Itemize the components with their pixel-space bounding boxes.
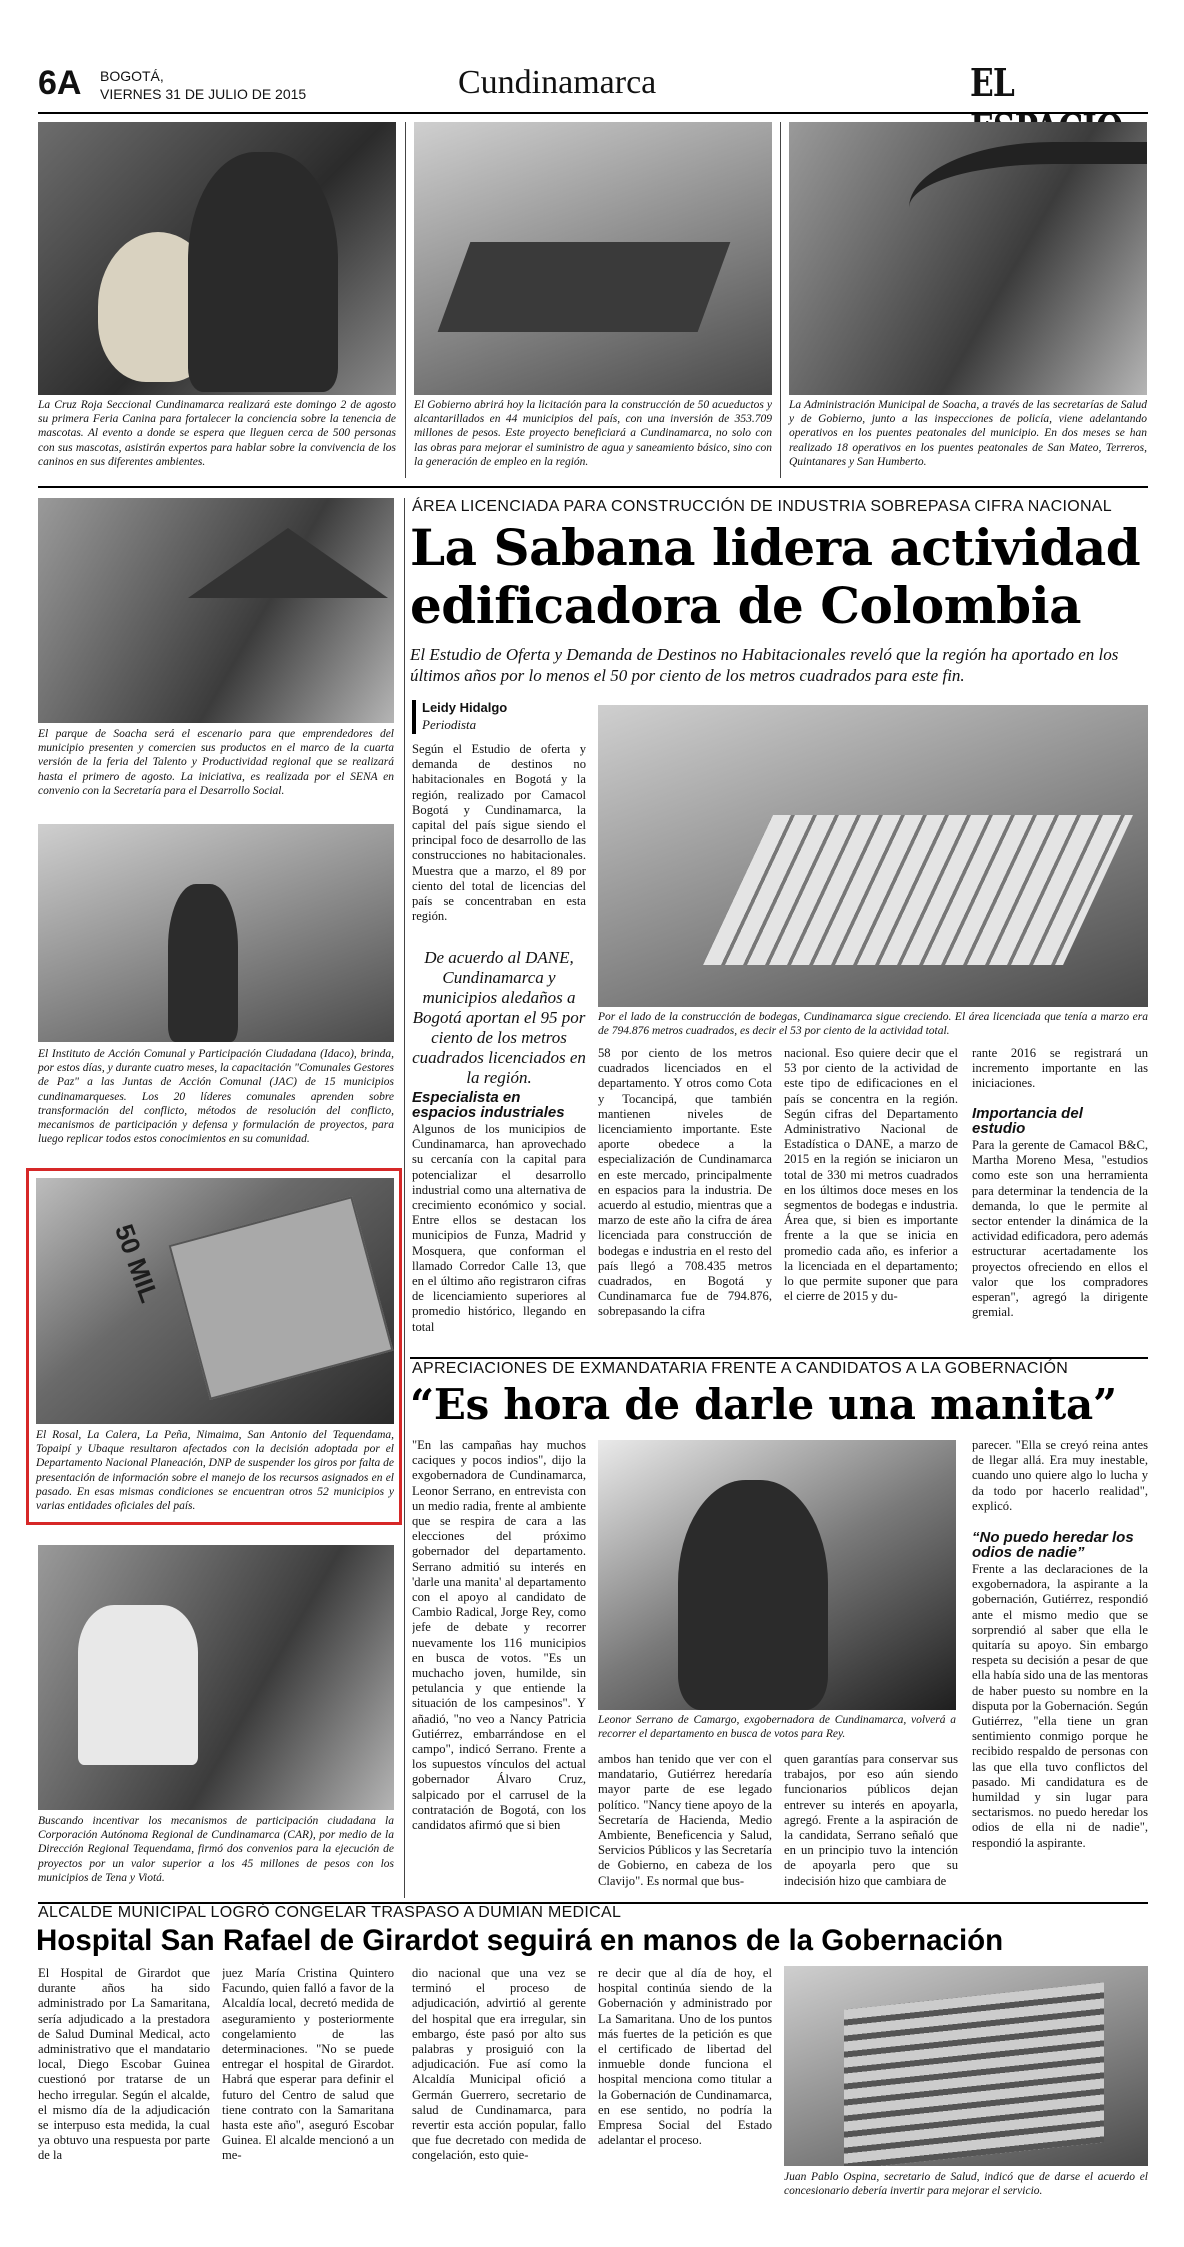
- article1-subhead1: Especialista en espacios industriales: [412, 1089, 565, 1121]
- caption-soacha-fair: El parque de Soacha será el escenario para que emprendedores del municipio presenten y comercien sus productos en el marco de la cuarta versión de la feria del Talento y Productividad regional que se realizará hasta el primero de agosto. La iniciativa, es realizada por el SENA en convenio con la Secretaría para el Desarrollo Social.: [38, 728, 394, 797]
- article2-col2: ambos han tenido que ver con el mandatario, Gutiérrez heredaría mayor parte de ese legado político. "Nancy tiene apoyo de la Secretaría de Hacienda, Medio Ambiente, Beneficencia y Salud, Servicios Públicos y las Secretaría de Gobierno, en cabeza de los Clavijo". Es normal que bus-: [598, 1752, 772, 1888]
- bridge-shape-icon: [909, 142, 1147, 252]
- caption-car: Buscando incentivar los mecanismos de participación ciudadana la Corporación Autónoma Regional de Cundinamarca (CAR), por medio de la Dirección Regional Tequendama, firmó dos convenios para la ejecución de proyectos por un valor superior a los 45 millones de pesos con los municipios de Tena y Viotá.: [38, 1815, 394, 1884]
- warehouse-roofs-icon: [703, 815, 1133, 965]
- woman-shape-icon: [168, 884, 238, 1042]
- article1-bottom-rule: [410, 1357, 1148, 1359]
- money-label: 50 MIL: [108, 1220, 165, 1307]
- banknote-shape-icon: [169, 1196, 394, 1400]
- article3-col4: re decir que al día de hoy, el hospital continúa siendo de la Gobernación y administrado por La Samaritana. Uno de los puntos más fuertes de la petición es que el certificado de libertad del inmueble donde funciona el hospital menciona como titular a la Gobernación de Cundinamarca, en ese sentido, no podría la Empresa Social del Estado adelantar el proceso.: [598, 1966, 772, 2148]
- caption-idaco: El Instituto de Acción Comunal y Participación Ciudadana (Idaco), brinda, por estos días, y durante cuatro meses, la capacitación "Comunales Gestores de Paz" a las Juntas de Acción Comunal (JAC) de 15 municipios cundinamarqueses. Los 20 líderes comunales aprenden sobre transformación del conflicto, métodos de resolución del conflicto, mecanismos de participación y defensa y formulación de proyectos, para luego replicar todos estos conocimientos en su comunidad.: [38, 1048, 394, 1146]
- photo-leonor-serrano: [598, 1440, 956, 1710]
- portrait-shape-icon: [678, 1480, 828, 1710]
- article2-col4b: Frente a las declaraciones de la exgobernadora, la aspirante a la gobernación, Gutiérrez, respondió ante el mismo medio que se sorprendió al saber que ella le quitaría su apoyo. Sin embargo respeta su decisión a pesar de que ella había sido una de las mentoras de haber puesto su nombre en la disputa por la Gobernación. Según Gutiérrez, "ella tiene un gran sentimiento conmigo porque he recibido respaldo de personas con las que ella tuvo conflictos del pasado. Mi candidatura es de humildad y sin lugar para sectarismos. no puedo heredar los odios de ella ni de nadie", respondió la aspirante.: [972, 1562, 1148, 1850]
- section-title: Cundinamarca: [458, 64, 657, 101]
- caption-dnp-suspension: El Rosal, La Calera, La Peña, Nimaima, San Antonio del Tequendama, Topaipí y Ubaque resultaron afectados con la decisión adoptada por el Departamento Nacional Planeación, DNP de suspender los giros por falta de presentación de información sobre el manejo de los recursos asignados en el pasado. En esas mismas condiciones se encuentran otros 52 municipios y varias entidades oficiales del país.: [36, 1429, 394, 1513]
- header-date: VIERNES 31 DE JULIO DE 2015: [100, 86, 307, 102]
- article2-col4a: parecer. "Ella se creyó reina antes de llegar allá. Era muy inestable, cuando uno quiere algo lo lucha y da todo por hacerlo realidad", explicó.: [972, 1438, 1148, 1513]
- header-rule: [38, 112, 1148, 114]
- article2-subhead: “No puedo heredar los odios de nadie”: [972, 1529, 1134, 1561]
- article1-deck: El Estudio de Oferta y Demanda de Destinos no Habitacionales reveló que la región ha aportado en los últimos años por lo menos el 50 por ciento de los metros cuadrados para este fin.: [410, 645, 1119, 685]
- article3-col2: juez María Cristina Quintero Facundo, quien falló a favor de la Alcaldía local, decretó medida de aseguramiento y posteriormente congelamiento de las determinaciones. "No se puede entregar el hospital de Girardot. Habrá que esperar para definir el futuro del Centro de salud que tiene contrato con la Samaritana hasta este año", aseguró Escobar Guinea. El alcalde mencionó a un me-: [222, 1966, 394, 2163]
- article1-col2: 58 por ciento de los metros cuadrados licenciados en el departamento. Y otros como Cota y Tocancipá, que también mantienen niveles de licenciamiento importante. Este aporte obedece a la especialización de Cundinamarca en este mercado, principalmente en espacios para la industria. De acuerdo al estudio, mientras que a marzo de este año la cifra de área licenciada para construcción de bodegas e industria en el resto del país llegó a 708.435 metros cuadrados, en Bogotá y Cundinamarca fue de 794.876, sobrepasando la cifra: [598, 1046, 772, 1319]
- page-number: 6A: [38, 64, 82, 102]
- photo-pedestrian-bridge: [789, 122, 1147, 395]
- article1-author: Leidy Hidalgo: [422, 700, 508, 715]
- article1-kicker: ÁREA LICENCIADA PARA CONSTRUCCIÓN DE INDUSTRIA SOBREPASA CIFRA NACIONAL: [412, 498, 1112, 515]
- photo-hospital-girardot: [784, 1966, 1148, 2166]
- person-shape-icon: [188, 152, 338, 392]
- article3-kicker: ALCALDE MUNICIPAL LOGRÓ CONGELAR TRASPASO A DUMIAN MEDICAL: [38, 1904, 622, 1921]
- article1-col3: nacional. Eso quiere decir que el 53 por ciento de la actividad de este tipo de edificaciones en el país se concentra en la región. Según cifras del Departamento Administrativo Nacional de Estadística o DANE, a marzo de 2015 en la región se iniciaron un total de 330 mi metros cuadrados en los últimos doce meses en los segmentos de bodegas e industria. Área que, si bien es importante frente a la que se inicia en promedio cada año, es inferior a la licenciada en el departamento; lo que permite suponer que para el cierre de 2015 y du-: [784, 1046, 958, 1304]
- article1-pull-quote: De acuerdo al DANE, Cundinamarca y municipios aledaños a Bogotá aportan el 95 por ciento de los metros cuadrados licenciados en la región.: [412, 948, 586, 1087]
- header-city: BOGOTÁ,: [100, 68, 164, 84]
- caption-warehouses: Por el lado de la construcción de bodegas, Cundinamarca sigue creciendo. El área licenciada que tenía a marzo era de 794.876 metros cuadrados, es decir el 53 por ciento de la actividad total.: [598, 1011, 1148, 1038]
- article1-col1b: Algunos de los municipios de Cundinamarca, han aprovechado su cercanía con la capital para potencializar el desarrollo industrial como una alternativa de crecimiento económico y social. Entre ellos se destacan los municipios de Funza, Madrid y Mosquera, que conforman el llamado Corredor Calle 13, que en el último año registraron cifras de licenciamiento superiores al promedio histórico, llegando en total: [412, 1122, 586, 1334]
- building-shape-icon: [844, 1982, 1104, 2166]
- article3-headline: Hospital San Rafael de Girardot seguirá en manos de la Gobernación: [36, 1924, 1004, 1957]
- caption-hospital: Juan Pablo Ospina, secretario de Salud, indicó que de darse el acuerdo el concesionario debería invertir para mejorar el servicio.: [784, 2171, 1148, 2198]
- photo-car-planting: [38, 1545, 394, 1810]
- article1-subhead2: Importancia del estudio: [972, 1105, 1083, 1137]
- article2-col1: "En las campañas hay muchos caciques y pocos indios", dijo la exgobernadora de Cundinamarca, Leonor Serrano, en entrevista con un medio radia, frente al ambiente que se respira de cara a las elecciones del próximo gobernador del departamento. Serrano admitió su interés en 'darle una manita' al departamento con el apoyo al candidato de Cambio Radical, Jorge Rey, como jefe de debate y recorrer nuevamente los 116 municipios en busca de votos. "Es un muchacho joven, humilde, sin petulancia y que entiende la situación de los campesinos". Y añadió, "no veo a Nancy Patricia Gutiérrez, embarrándose en el campo", indicó Serrano. Frente a los supuestos vínculos del actual gobernador Álvaro Cruz, salpicado por el carrusel de la contratación de Bogotá, con los candidatos afirmó que si bien: [412, 1438, 586, 1833]
- photo-money: [36, 1178, 394, 1424]
- caption-bridge: La Administración Municipal de Soacha, a través de las secretarías de Salud y de Gobierno, junto a las inspecciones de policía, viene adelantando operativos en los puentes peatonales del municipio. En dos meses se han realizado 18 operativos en los puentes peatonales de San Mateo, Terreros, Quintanares y San Humberto.: [789, 399, 1147, 468]
- page-header: [38, 58, 1156, 110]
- article2-headline: “Es hora de darle una manita”: [410, 1380, 1117, 1429]
- article1-author-role: Periodista: [422, 717, 477, 732]
- article1-col1: Según el Estudio de oferta y demanda de destinos no habitacionales en Bogotá y la región, realizado por Camacol Bogotá y Cundinamarca, la capital del país sigue siendo el principal foco de desarrollo de las construcciones no habitacionales. Muestra que a marzo, el 89 por ciento del total de licencias del país se concentraban en esta región.: [412, 742, 586, 924]
- article2-kicker: APRECIACIONES DE EXMANDATARIA FRENTE A CANDIDATOS A LA GOBERNACIÓN: [412, 1360, 1069, 1377]
- photo-warehouses: [598, 705, 1148, 1007]
- tent-shape-icon: [188, 528, 388, 598]
- article2-col3: quen garantías para conservar sus trabajos, por eso aún siendo funcionarios públicos dejan entrever su interés en apoyarla, agregó. Frente a la aspiración de la candidata, Serrano señaló que en un principio tuvo la intención de apoyarla pero que su indecisión hizo que cambiara de: [784, 1752, 958, 1888]
- trench-shape-icon: [438, 242, 731, 332]
- article1-headline-line2: edificadora de Colombia: [410, 576, 1081, 635]
- caption-leonor: Leonor Serrano de Camargo, exgobernadora de Cundinamarca, volverá a recorrer el departamento en busca de votos para Rey.: [598, 1714, 956, 1741]
- photo-red-cross-dog: [38, 122, 396, 395]
- men-shape-icon: [78, 1605, 198, 1765]
- article3-col1: El Hospital de Girardot que durante años ha sido administrado por La Samaritana, sería adjudicado a la prestadora de Salud Duminal Medical, acto administrativo que el mandatario local, Diego Escobar Guinea cuestionó por tratarse de un hecho irregular. Según el alcalde, el mismo día de la adjudicación se interpuso esta medida, la cual ya obtuvo una respuesta por parte de la: [38, 1966, 210, 2163]
- photo-idaco-training: [38, 824, 394, 1042]
- caption-sewer: El Gobierno abrirá hoy la licitación para la construcción de 50 acueductos y alcantarillados en 44 municipios del país, con una inversión de 353.709 millones de pesos. Este proyecto beneficiará a Cundinamarca, no solo con las obras para mejorar el suministro de agua y saneamiento básico, sino con la generación de empleo en la región.: [414, 399, 772, 468]
- article1-col4a: rante 2016 se registrará un incremento importante en las iniciaciones.: [972, 1046, 1148, 1091]
- masthead-logo: EL: [970, 60, 1015, 105]
- article1-col4b: Para la gerente de Camacol B&C, Martha Moreno Mesa, "estudios como este son una herramienta para determinar la tendencia de la demanda, lo que le permite al sector entender la dinámica de la actividad edificadora, pero además estructurar acertadamente los proyectos ofreciendo en ellos el valor que los compradores esperan", agregó la dirigente gremial.: [972, 1138, 1148, 1320]
- top-row-rule: [38, 486, 1148, 488]
- photo-soacha-fair: [38, 498, 394, 723]
- article1-headline-line1: La Sabana lidera actividad: [410, 518, 1141, 577]
- author-bar: [412, 700, 416, 734]
- article3-col3: dio nacional que una vez se terminó el proceso de adjudicación, advirtió al gerente del hospital que era irregular, sin embargo, éste pasó por alto sus palabras y prosiguió con la adjudicación. Fue así como la Alcaldía Municipal ofició a Germán Guerrero, secretario de salud de Cundinamarca, para revertir esta acción popular, fallo que fue decretado con medida de congelación, esto quie-: [412, 1966, 586, 2163]
- caption-red-cross: La Cruz Roja Seccional Cundinamarca realizará este domingo 2 de agosto su primera Feria Canina para fortalecer la conciencia sobre la tenencia de mascotas. Al evento a donde se espera que lleguen cerca de 500 personas con sus mascotas, asistirán expertos para hablar sobre la convivencia de los caninos en sus diferentes ambientes.: [38, 399, 396, 468]
- photo-sewer-works: [414, 122, 772, 395]
